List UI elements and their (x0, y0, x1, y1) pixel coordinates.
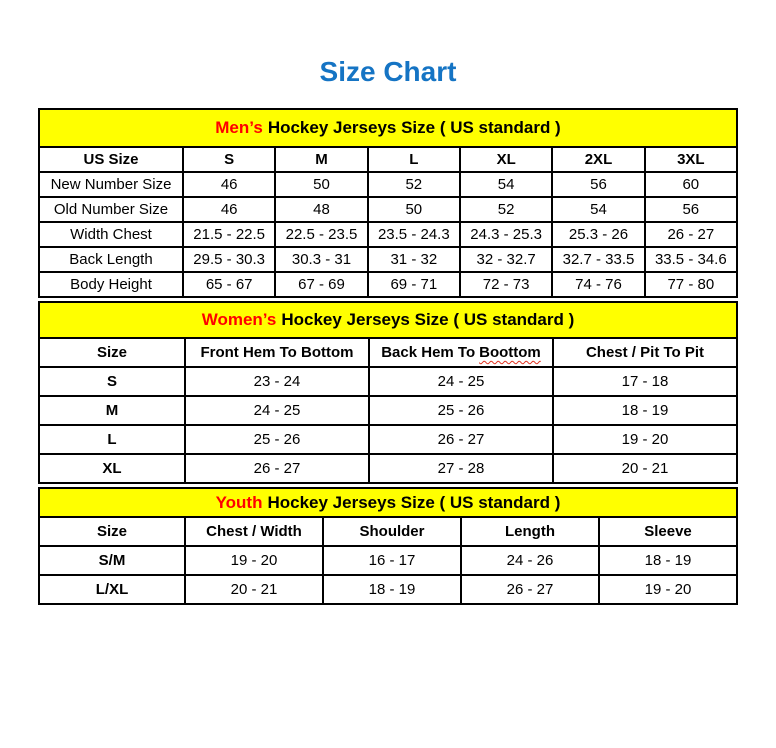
womens-header-back-hem-typo: Boottom (479, 344, 541, 362)
mens-band-row (39, 109, 737, 147)
size-value: 22.5 - 23.5 (275, 222, 367, 247)
youth-header-row (39, 517, 737, 546)
row-label: Body Height (39, 272, 183, 297)
size-value: 29.5 - 30.3 (183, 247, 275, 272)
table-row (39, 367, 737, 396)
mens-size-table (38, 108, 738, 298)
size-value: 24 - 26 (461, 546, 599, 575)
mens-header-3xl: 3XL (645, 147, 737, 172)
size-value: 54 (460, 172, 552, 197)
size-value: 20 - 21 (185, 575, 323, 604)
table-row (39, 546, 737, 575)
size-value: 46 (183, 172, 275, 197)
mens-header-l: L (368, 147, 460, 172)
size-value: 27 - 28 (369, 454, 553, 483)
size-value: 31 - 32 (368, 247, 460, 272)
size-chart-page (0, 56, 776, 605)
womens-header-back-hem (369, 338, 553, 367)
size-value: 67 - 69 (275, 272, 367, 297)
size-value: 69 - 71 (368, 272, 460, 297)
mens-header-2xl: 2XL (552, 147, 644, 172)
size-value: 26 - 27 (645, 222, 737, 247)
womens-header-front-hem: Front Hem To Bottom (185, 338, 369, 367)
mens-section-title (39, 109, 737, 147)
table-row (39, 272, 737, 297)
table-row (39, 454, 737, 483)
row-label: Back Length (39, 247, 183, 272)
size-value: 26 - 27 (461, 575, 599, 604)
row-label: S/M (39, 546, 185, 575)
size-value: 18 - 19 (323, 575, 461, 604)
size-value: 24 - 25 (185, 396, 369, 425)
size-value: 56 (645, 197, 737, 222)
womens-header-back-hem-prefix: Back Hem To (381, 344, 476, 362)
mens-header-m: M (275, 147, 367, 172)
table-row (39, 222, 737, 247)
size-value: 17 - 18 (553, 367, 737, 396)
size-value: 16 - 17 (323, 546, 461, 575)
size-value: 32.7 - 33.5 (552, 247, 644, 272)
size-value: 19 - 20 (599, 575, 737, 604)
size-value: 50 (275, 172, 367, 197)
size-value: 60 (645, 172, 737, 197)
size-value: 72 - 73 (460, 272, 552, 297)
youth-header-size: Size (39, 517, 185, 546)
size-value: 54 (552, 197, 644, 222)
youth-header-length: Length (461, 517, 599, 546)
row-label: M (39, 396, 185, 425)
womens-size-table (38, 301, 738, 484)
mens-section-title-rest: Hockey Jerseys Size ( US standard ) (267, 118, 561, 138)
size-value: 19 - 20 (553, 425, 737, 454)
size-value: 65 - 67 (183, 272, 275, 297)
youth-header-shoulder: Shoulder (323, 517, 461, 546)
row-label: L/XL (39, 575, 185, 604)
womens-header-row (39, 338, 737, 367)
youth-header-chest-width: Chest / Width (185, 517, 323, 546)
size-chart-tables (38, 108, 738, 605)
table-row (39, 197, 737, 222)
size-value: 19 - 20 (185, 546, 323, 575)
womens-header-size: Size (39, 338, 185, 367)
size-value: 74 - 76 (552, 272, 644, 297)
table-row (39, 575, 737, 604)
mens-header-row (39, 147, 737, 172)
size-value: 24 - 25 (369, 367, 553, 396)
mens-header-us-size: US Size (39, 147, 183, 172)
size-value: 25 - 26 (369, 396, 553, 425)
row-label: XL (39, 454, 185, 483)
size-value: 18 - 19 (599, 546, 737, 575)
size-value: 77 - 80 (645, 272, 737, 297)
womens-section-title-rest: Hockey Jerseys Size ( US standard ) (281, 310, 575, 330)
youth-size-table (38, 487, 738, 605)
size-value: 24.3 - 25.3 (460, 222, 552, 247)
table-row (39, 396, 737, 425)
size-value: 23.5 - 24.3 (368, 222, 460, 247)
size-value: 21.5 - 22.5 (183, 222, 275, 247)
youth-section-title-rest: Hockey Jerseys Size ( US standard ) (267, 492, 561, 512)
youth-band-row (39, 488, 737, 517)
size-value: 18 - 19 (553, 396, 737, 425)
row-label: Width Chest (39, 222, 183, 247)
size-value: 25 - 26 (185, 425, 369, 454)
mens-header-s: S (183, 147, 275, 172)
table-row (39, 172, 737, 197)
row-label: S (39, 367, 185, 396)
size-value: 30.3 - 31 (275, 247, 367, 272)
size-value: 46 (183, 197, 275, 222)
womens-header-chest-pit: Chest / Pit To Pit (553, 338, 737, 367)
size-value: 56 (552, 172, 644, 197)
size-value: 48 (275, 197, 367, 222)
size-value: 32 - 32.7 (460, 247, 552, 272)
size-value: 33.5 - 34.6 (645, 247, 737, 272)
youth-section-title-accent: Youth (215, 492, 263, 512)
table-row (39, 247, 737, 272)
mens-header-xl: XL (460, 147, 552, 172)
size-value: 26 - 27 (185, 454, 369, 483)
womens-band-row (39, 302, 737, 338)
row-label: L (39, 425, 185, 454)
size-value: 23 - 24 (185, 367, 369, 396)
mens-section-title-accent: Men’s (215, 118, 263, 138)
page-title: Size Chart (319, 56, 457, 87)
size-value: 52 (368, 172, 460, 197)
table-row (39, 425, 737, 454)
size-value: 25.3 - 26 (552, 222, 644, 247)
row-label: New Number Size (39, 172, 183, 197)
size-value: 50 (368, 197, 460, 222)
youth-section-title (39, 488, 737, 517)
size-value: 52 (460, 197, 552, 222)
row-label: Old Number Size (39, 197, 183, 222)
womens-section-title (39, 302, 737, 338)
size-value: 20 - 21 (553, 454, 737, 483)
youth-header-sleeve: Sleeve (599, 517, 737, 546)
size-value: 26 - 27 (369, 425, 553, 454)
womens-section-title-accent: Women’s (201, 310, 277, 330)
